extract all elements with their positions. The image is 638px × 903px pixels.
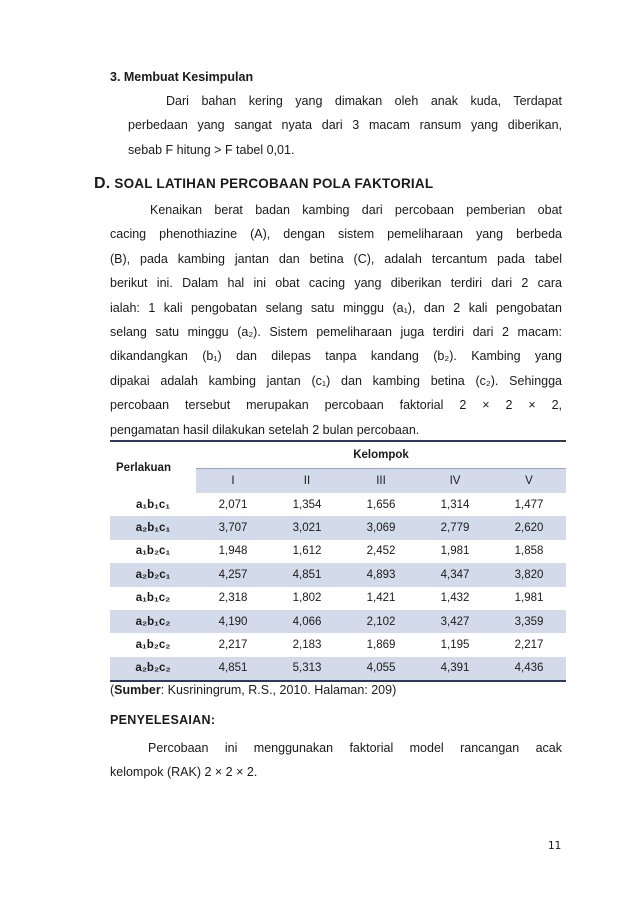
section-d-paragraph bbox=[110, 198, 562, 442]
paragraph-line: ialah: 1 kali pengobatan selang satu minggu (a₁), dan 2 kali pengobatan bbox=[110, 300, 562, 315]
table-cell: 2,318 bbox=[218, 592, 248, 605]
paragraph-line: berikut ini. Dalam hal ini obat cacing yang diberikan terdiri dari 2 cara bbox=[110, 276, 562, 291]
table-row bbox=[110, 610, 566, 633]
source-open: ( bbox=[110, 683, 115, 697]
table-cell: 4,190 bbox=[218, 615, 248, 628]
group-header: V bbox=[492, 469, 566, 494]
table-cell: 2,071 bbox=[218, 498, 248, 511]
row-label: a₂b₂c₂ bbox=[110, 657, 196, 681]
table-cell: 3,820 bbox=[514, 568, 544, 581]
data-table bbox=[110, 440, 566, 682]
section-d-title: SOAL LATIHAN PERCOBAAN POLA FAKTORIAL bbox=[114, 176, 434, 191]
row-label: a₁b₁c₂ bbox=[135, 592, 171, 605]
table-cell: 1,354 bbox=[292, 498, 322, 511]
table-cell: 3,707 bbox=[218, 522, 248, 535]
table-row bbox=[110, 563, 566, 586]
paragraph-line: dikandangkan (b₁) dan dilepas tanpa kandang (b₂). Kambing yang bbox=[110, 349, 562, 364]
table-cell: 4,851 bbox=[292, 568, 322, 581]
table-cell: 4,055 bbox=[344, 657, 418, 681]
group-header: I bbox=[196, 469, 270, 494]
paragraph-line: dipakai adalah kambing jantan (c₁) dan kambing betina (c₂). Sehingga bbox=[110, 373, 562, 388]
table-cell: 3,021 bbox=[292, 522, 322, 535]
page-number: 11 bbox=[548, 840, 562, 852]
penyelesaian-heading: PENYELESAIAN: bbox=[110, 713, 216, 727]
section-3-paragraph bbox=[128, 89, 562, 162]
table-cell: 2,217 bbox=[218, 639, 248, 652]
section-d-letter: D. bbox=[94, 175, 111, 192]
group-header: II bbox=[270, 469, 344, 494]
source-label: Sumber bbox=[114, 683, 161, 697]
group-header: III bbox=[344, 469, 418, 494]
table-cell: 1,981 bbox=[440, 545, 470, 558]
table-cell: 1,802 bbox=[292, 592, 322, 605]
table-cell: 3,427 bbox=[440, 615, 470, 628]
row-label: a₁b₁c₁ bbox=[135, 498, 171, 511]
paragraph-line: (B), pada kambing jantan dan betina (C), adalah tercantum pada tabel bbox=[110, 251, 562, 266]
row-label: a₂b₁c₂ bbox=[135, 615, 171, 628]
table-cell: 4,257 bbox=[218, 568, 248, 581]
table-row bbox=[110, 633, 566, 656]
table-cell: 5,313 bbox=[270, 657, 344, 681]
table-cell: 1,195 bbox=[440, 639, 470, 652]
row-label: a₂b₁c₁ bbox=[135, 522, 171, 535]
table-cell: 4,893 bbox=[366, 568, 396, 581]
table-cell: 1,314 bbox=[440, 498, 470, 511]
table-cell: 1,656 bbox=[366, 498, 396, 511]
column-header-kelompok: Kelompok bbox=[196, 441, 566, 469]
table-cell: 1,477 bbox=[514, 498, 544, 511]
table-row bbox=[110, 657, 566, 681]
table-cell: 1,421 bbox=[366, 592, 396, 605]
table-cell: 2,779 bbox=[440, 522, 470, 535]
table-row bbox=[110, 587, 566, 610]
table-row bbox=[110, 516, 566, 539]
table-cell: 2,452 bbox=[366, 545, 396, 558]
section-d-heading bbox=[94, 175, 433, 193]
table-cell: 3,359 bbox=[514, 615, 544, 628]
table-cell: 1,948 bbox=[218, 545, 248, 558]
table-cell: 1,858 bbox=[514, 545, 544, 558]
table-cell: 1,869 bbox=[366, 639, 396, 652]
table-cell: 1,981 bbox=[514, 592, 544, 605]
table-cell: 4,347 bbox=[440, 568, 470, 581]
paragraph-line: Dari bahan kering yang dimakan oleh anak kuda, Terdapat bbox=[166, 94, 562, 108]
paragraph-line: Kenaikan berat badan kambing dari percobaan pemberian obat bbox=[150, 203, 562, 217]
table-cell: 2,217 bbox=[514, 639, 544, 652]
table-row bbox=[110, 540, 566, 563]
table-cell: 1,612 bbox=[292, 545, 322, 558]
table-cell: 1,432 bbox=[440, 592, 470, 605]
table-cell: 4,391 bbox=[418, 657, 492, 681]
section-3-heading: 3. Membuat Kesimpulan bbox=[110, 70, 254, 84]
column-header-perlakuan: Perlakuan bbox=[110, 441, 196, 493]
table-cell: 4,851 bbox=[196, 657, 270, 681]
paragraph-line: cacing phenothiazine (A), dengan sistem pemeliharaan yang berbeda bbox=[110, 227, 562, 242]
paragraph-line: pengamatan hasil dilakukan setelah 2 bulan percobaan. bbox=[110, 422, 420, 437]
table-cell: 2,620 bbox=[514, 522, 544, 535]
table-cell: 2,102 bbox=[366, 615, 396, 628]
row-label: a₁b₂c₂ bbox=[135, 639, 171, 652]
paragraph-line: percobaan tersebut merupakan percobaan faktorial 2 × 2 × 2, bbox=[110, 398, 562, 413]
paragraph-line: kelompok (RAK) 2 × 2 × 2. bbox=[110, 765, 258, 780]
table-cell: 4,436 bbox=[492, 657, 566, 681]
source-citation bbox=[110, 683, 396, 697]
paragraph-line: selang satu minggu (a₂). Sistem pemeliharaan juga terdiri dari 2 macam: bbox=[110, 325, 562, 340]
group-header: IV bbox=[418, 469, 492, 494]
penyelesaian-paragraph bbox=[110, 736, 562, 785]
table-row bbox=[110, 493, 566, 516]
table-cell: 4,066 bbox=[292, 615, 322, 628]
source-text: : Kusriningrum, R.S., 2010. Halaman: 209) bbox=[160, 683, 397, 697]
paragraph-line: sebab F hitung > F tabel 0,01. bbox=[128, 142, 295, 157]
table-cell: 2,183 bbox=[292, 639, 322, 652]
row-label: a₁b₂c₁ bbox=[135, 545, 171, 558]
paragraph-line: Percobaan ini menggunakan faktorial model rancangan acak bbox=[148, 741, 562, 755]
table-cell: 3,069 bbox=[366, 522, 396, 535]
paragraph-line: perbedaan yang sangat nyata dari 3 macam ransum yang diberikan, bbox=[128, 118, 562, 133]
row-label: a₂b₂c₁ bbox=[135, 568, 171, 581]
